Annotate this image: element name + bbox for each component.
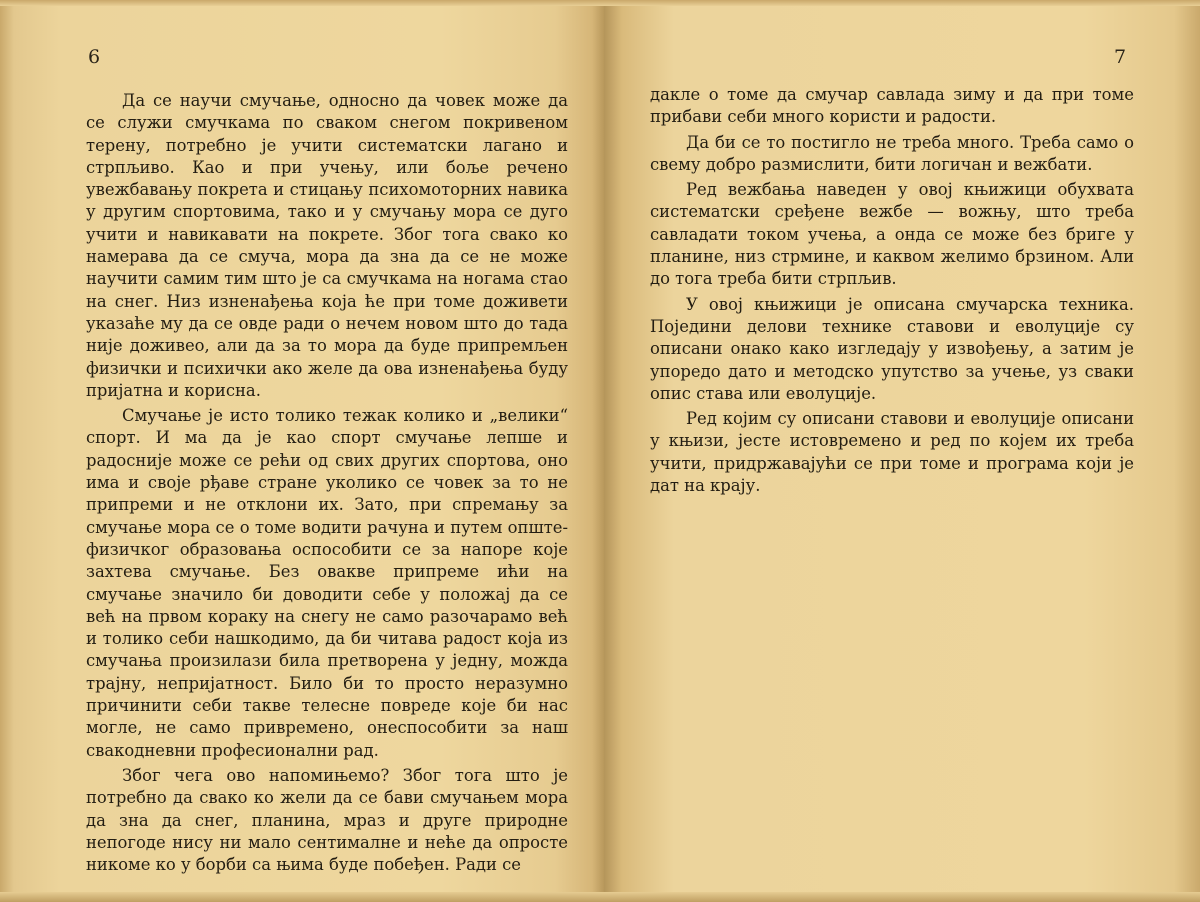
page-edge [604,892,1200,902]
paragraph: дакле о томе да смучар савлада зиму и да при томе прибави себи много користи и радости. [650,85,1134,127]
paragraph: Да се научи смучање, односно да човек може да се служи смучкама по сваком снегом покривеном терену, потребно је учити систематски лагано и стрпљиво. Као и при учењу, или боље речено увежбавању покрета и стицању психомоторних навика у другим спортовима, тако и у смучању мора се дуго учити и навикавати на покрете. Због тога свако ко намерава да се смуча, мора да зна да се не може научити самим тим што је са смучкама на ногама стао на снег. Низ изненађења која ће при томе доживети указаће му да се овде ради о нечем новом што до тада није доживео, али да за то мора да буде припремљен физички и психички ако желе да ова изненађења буду пријатна и корисна. [86,91,568,400]
page-text [650,84,1134,500]
page-text [86,90,568,879]
paragraph: Ред којим су описани ставови и еволуције описани у књизи, јесте истовремено и ред по којем их треба учити, придржавајући се при томе и програма који је дат на крају. [650,409,1134,496]
page-edge [0,0,604,6]
paragraph: Да би се то постигло не треба много. Треба само о свему добро размислити, бити логичан и вежбати. [650,132,1134,174]
page-number: 7 [1114,46,1127,68]
page-edge [0,892,604,902]
page-edge [604,0,1200,6]
paragraph: Смучање је исто толико тежак колико и „велики“ спорт. И ма да је као спорт смучање лепше и радосније може се рећи од свих других спортова, оно има и своје рђаве стране уколико се човек за то не припреми и не отклони их. Зато, при спремању за смучање мора се о томе водити рачуна и путем опште-физичког образовања оспособити се за напоре које захтева смучање. Без овакве припреме ићи на смучање значило би доводити себе у положај да се већ на првом кораку на снегу не само разочарамо већ и толико себи нашкодимо, да би читава радост која из смучања произилази била претворена у једну, можда трајну, непријатност. Било би то просто неразумно причинити себи такве телесне повреде које би нас могле, не само привремено, онеспособити за наш свакодневни професионални рад. [86,406,568,760]
paragraph: У овој књижици је описана смучарска техника. Поједини делови технике ставови и еволуције су описани онако како изгледају у извођењу, а затим је упоредо дато и методско упутство за учење, уз сваки опис става или еволуције. [650,294,1134,403]
paragraph: Због чега ово напомињемо? Због тога што је потребно да свако ко жели да се бави смучањем мора да зна да снег, планина, мраз и друге природне непогоде нису ни мало сентималне и неће да опросте никоме ко у борби са њима буде побеђен. Ради се [86,765,568,875]
page-number: 6 [88,46,101,68]
right-page [604,0,1200,902]
paragraph: Ред вежбања наведен у овој књижици обухвата систематски сређене вежбе — вожњу, што треба савладати током учења, а онда се може без бриге у планине, низ стрмине, и каквом желимо брзином. Али до тога треба бити стрпљив. [650,180,1134,289]
